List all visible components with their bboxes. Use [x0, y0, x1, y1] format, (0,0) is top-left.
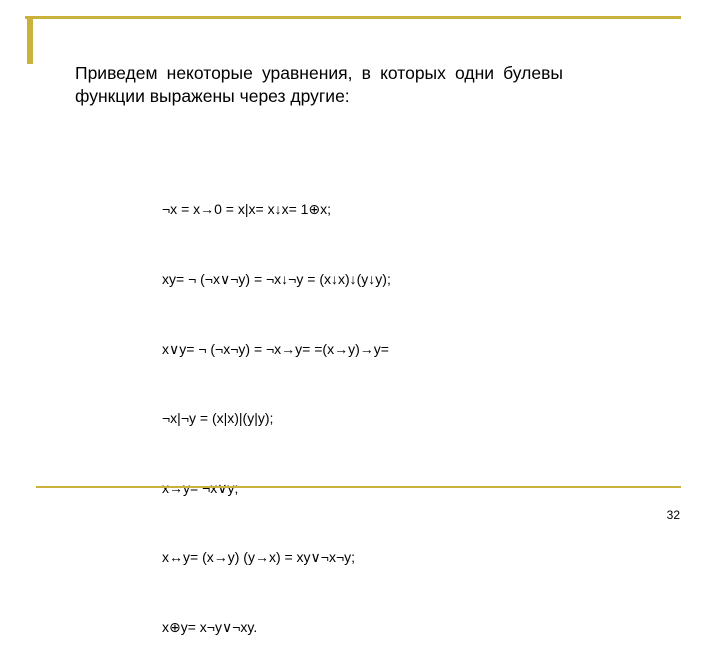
page-number: 32: [666, 508, 680, 522]
top-divider-line: [25, 16, 681, 19]
intro-paragraph: Приведем некоторые уравнения, в которых одни булевы функции выражены через другие:: [75, 63, 563, 106]
formula-line: x↔y= (x→y) (y→x) = xy∨¬x¬y;: [162, 549, 356, 566]
formula-line: x⊕y= x¬y∨¬xy.: [162, 619, 258, 636]
formula-line: ¬x|¬y = (x|x)|(y|y);: [162, 410, 274, 427]
formula-line: x∨y= ¬ (¬x¬y) = ¬x→y= =(x→y)→y=: [162, 340, 389, 357]
formula-line: [162, 477, 391, 500]
formula-list: [162, 152, 391, 662]
formula-line: ¬x = x→0 = x|x= x↓x= 1⊕x;: [162, 201, 332, 218]
left-accent-bar: [27, 16, 33, 64]
formula-line: xy= ¬ (¬x∨¬y) = ¬x↓¬y = (x↓x)↓(y↓y);: [162, 271, 391, 288]
bottom-divider-line: [36, 486, 681, 488]
